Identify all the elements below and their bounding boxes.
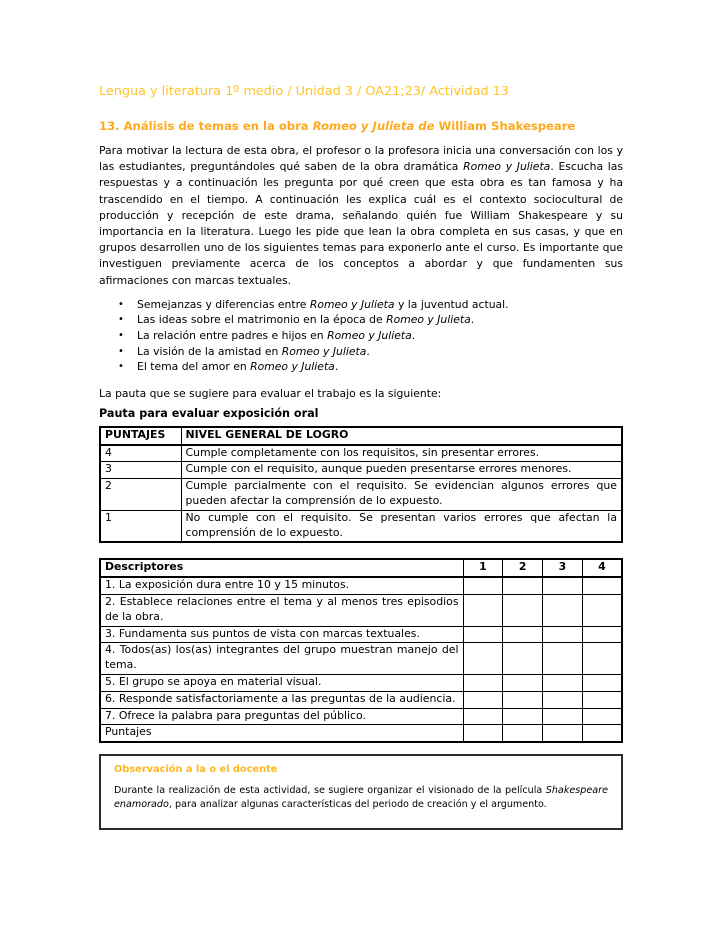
descriptor-text: 6. Responde satisfactoriamente a las preguntas de la audiencia.	[100, 691, 463, 708]
topic-item	[99, 328, 623, 344]
table-row	[100, 691, 622, 708]
table-row	[100, 594, 622, 626]
score-cell-empty	[582, 643, 622, 675]
level-description: Cumple parcialmente con el requisito. Se evidencian algunos errores que pueden afectar la comprensión de lo expuesto.	[181, 479, 622, 511]
descriptors-table	[99, 558, 623, 743]
descriptor-text: 2. Establece relaciones entre el tema y al menos tres episodios de la obra.	[100, 594, 463, 626]
topic-text: La relación entre padres e hijos en	[137, 329, 328, 343]
topic-work-name: Romeo y Julieta	[386, 313, 471, 327]
score-value: 4	[100, 445, 181, 462]
score-cell-empty	[463, 708, 503, 725]
score-cell-empty	[543, 708, 583, 725]
column-header-score-4: 4	[582, 559, 622, 577]
score-cell-empty	[582, 725, 622, 742]
topic-text: .	[411, 329, 416, 343]
score-cell-empty	[582, 626, 622, 643]
descriptor-text: 1. La exposición dura entre 10 y 15 minutos.	[100, 577, 463, 594]
level-description: No cumple con el requisito. Se presentan varios errores que afectan la comprensión de lo expuesto.	[181, 510, 622, 542]
topic-text: .	[366, 344, 370, 358]
topic-work-name: Romeo y Julieta	[327, 329, 412, 343]
bullet-icon: •	[118, 314, 124, 326]
score-cell-empty	[582, 674, 622, 691]
table-row	[100, 479, 622, 511]
level-description: Cumple con el requisito, aunque pueden presentarse errores menores.	[181, 462, 622, 479]
table-header-row	[100, 427, 622, 445]
activity-title-author: William Shakespeare	[438, 119, 576, 133]
score-cell-empty	[503, 594, 543, 626]
descriptor-text: 4. Todos(as) los(as) integrantes del grupo muestran manejo del tema.	[100, 643, 463, 675]
score-levels-table	[99, 426, 623, 544]
score-cell-empty	[543, 674, 583, 691]
rubric-intro-line: La pauta que se sugiere para evaluar el trabajo es la siguiente:	[99, 386, 442, 400]
score-value: 3	[100, 462, 181, 479]
topic-work-name: Romeo y Julieta	[281, 344, 367, 358]
level-description: Cumple completamente con los requisitos, sin presentar errores.	[181, 445, 622, 462]
activity-title	[99, 119, 623, 133]
score-cell-empty	[463, 691, 503, 708]
table-row	[100, 674, 622, 691]
column-header-score-1: 1	[463, 559, 503, 577]
score-cell-empty	[463, 577, 503, 594]
score-cell-empty	[543, 725, 583, 742]
table-row	[100, 626, 622, 643]
score-cell-empty	[582, 708, 622, 725]
topic-text: Semejanzas y diferencias entre	[137, 297, 310, 311]
score-cell-empty	[463, 594, 503, 626]
activity-title-prefix: 13. Análisis de temas en la obra	[99, 119, 313, 133]
table-row	[100, 643, 622, 675]
bullet-icon: •	[118, 330, 124, 342]
score-cell-empty	[463, 643, 503, 675]
score-cell-empty	[503, 708, 543, 725]
table-header-row	[100, 559, 622, 577]
note-text-pre: Durante la realización de esta actividad, se sugiere organizar el visionado de la película	[114, 785, 546, 797]
score-cell-empty	[503, 626, 543, 643]
topic-text: El tema del amor en	[137, 360, 251, 374]
intro-text-pre: Para motivar la lectura de esta obra, el profesor o la profesora inicia una conversación con los y las estudiantes, preguntándoles qué saben de la obra dramática	[99, 144, 623, 174]
note-text-post: , para analizar algunas características del periodo de creación y el argumento.	[168, 798, 547, 810]
table-row	[100, 510, 622, 542]
score-cell-empty	[543, 594, 583, 626]
table-footer-row	[100, 725, 622, 742]
column-header-nivel: NIVEL GENERAL DE LOGRO	[181, 427, 622, 445]
score-cell-empty	[503, 643, 543, 675]
descriptor-text: 5. El grupo se apoya en material visual.	[100, 674, 463, 691]
table-row	[100, 577, 622, 594]
bullet-icon: •	[118, 361, 124, 373]
bullet-icon: •	[118, 298, 124, 310]
intro-paragraph	[99, 143, 623, 289]
score-cell-empty	[503, 725, 543, 742]
topic-item	[99, 344, 623, 360]
puntajes-footer-label: Puntajes	[100, 725, 463, 742]
topic-work-name: Romeo y Julieta	[309, 297, 395, 311]
score-value: 2	[100, 479, 181, 511]
topic-text: La visión de la amistad en	[137, 344, 282, 358]
table-row	[100, 708, 622, 725]
score-cell-empty	[582, 594, 622, 626]
score-cell-empty	[543, 626, 583, 643]
table-row	[100, 445, 622, 462]
topic-item	[99, 297, 623, 313]
topic-item	[99, 359, 623, 375]
score-cell-empty	[503, 691, 543, 708]
score-cell-empty	[503, 674, 543, 691]
column-header-puntajes: PUNTAJES	[100, 427, 181, 445]
column-header-score-3: 3	[543, 559, 583, 577]
intro-text-post: . Escucha las respuestas y a continuación les pregunta por qué creen que esta obra es tan famosa y ha trascendido en el tiempo. A continuación les explica cuál es el contexto sociocultural de producción y recepción de este drama, señalando quién fue William Shakespeare y su importancia en la literatura. Luego les pide que lean la obra completa en sus casas, y que en grupos desarrollen uno de los siguientes temas para exponerlo ante el curso. Es importante que investiguen previamente acerca de los conceptos a abordar y que fundamenten sus afirmaciones con marcas textuales.	[99, 160, 623, 287]
score-cell-empty	[543, 643, 583, 675]
descriptor-text: 3. Fundamenta sus puntos de vista con marcas textuales.	[100, 626, 463, 643]
topic-text: .	[470, 313, 475, 327]
activity-title-work-name: Romeo y Julieta de	[312, 119, 439, 133]
topic-text: .	[334, 360, 339, 374]
score-cell-empty	[463, 725, 503, 742]
score-cell-empty	[503, 577, 543, 594]
score-cell-empty	[463, 626, 503, 643]
score-cell-empty	[582, 691, 622, 708]
topics-list	[99, 297, 623, 375]
teacher-note-box	[99, 754, 623, 830]
score-cell-empty	[543, 577, 583, 594]
descriptor-text: 7. Ofrece la palabra para preguntas del público.	[100, 708, 463, 725]
topic-item	[99, 312, 623, 328]
topic-text: y la juventud actual.	[394, 297, 509, 311]
score-cell-empty	[582, 577, 622, 594]
note-movie-title: Shakespeare enamorado	[114, 785, 608, 810]
table-row	[100, 462, 622, 479]
intro-work-name: Romeo y Julieta	[463, 160, 551, 174]
topic-work-name: Romeo y Julieta	[250, 360, 335, 374]
rubric-title: Pauta para evaluar exposición oral	[99, 406, 319, 420]
column-header-descriptores: Descriptores	[100, 559, 463, 577]
column-header-score-2: 2	[503, 559, 543, 577]
topic-text: Las ideas sobre el matrimonio en la época de	[137, 313, 387, 327]
score-cell-empty	[463, 674, 503, 691]
note-title: Observación a la o el docente	[114, 764, 278, 776]
bullet-icon: •	[118, 345, 124, 357]
note-body	[114, 784, 608, 812]
breadcrumb: Lengua y literatura 1º medio / Unidad 3 / OA21;23/ Actividad 13	[99, 84, 509, 99]
score-cell-empty	[543, 691, 583, 708]
score-value: 1	[100, 510, 181, 542]
